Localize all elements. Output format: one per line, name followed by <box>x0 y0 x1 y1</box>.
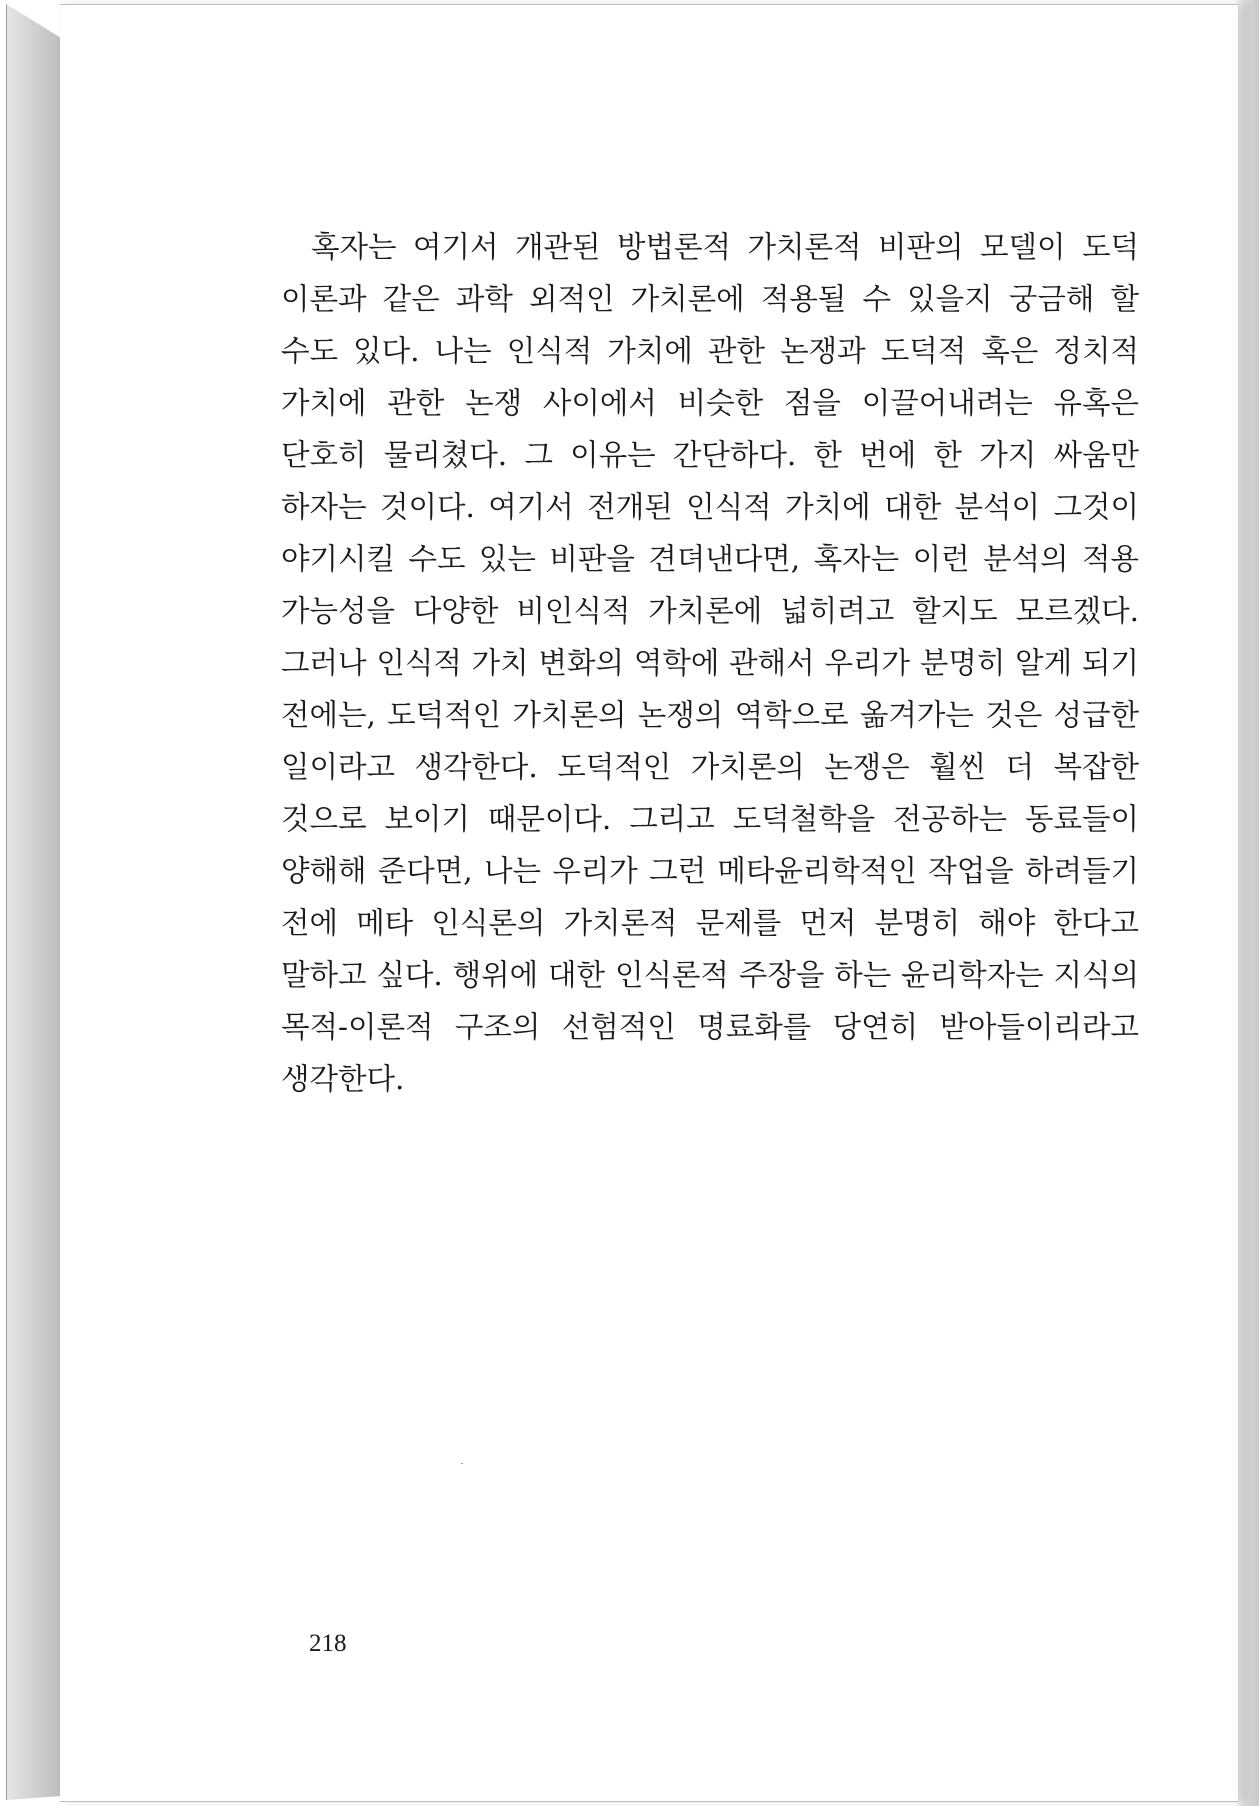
book-page <box>60 4 1239 1802</box>
book-spine <box>6 4 61 1800</box>
body-paragraph: 혹자는 여기서 개관된 방법론적 가치론적 비판의 모델이 도덕 이론과 같은 과학 외적인 가치론에 적용될 수 있을지 궁금해 할 수도 있다. 나는 인식적 가치에 관한 논쟁과 도덕적 혹은 정치적 가치에 관한 논쟁 사이에서 비슷한 점을 이끌어내려는 유혹은 단호히 물리쳤다. 그 이유는 간단하다. 한 번에 한 가지 싸움만 하자는 것이다. 여기서 전개된 인식적 가치에 대한 분석이 그것이 야기시킬 수도 있는 비판을 견뎌낸다면, 혹자는 이런 분석의 적용 가능성을 다양한 비인식적 가치론에 넓히려고 할지도 모르겠다. 그러나 인식적 가치 변화의 역학에 관해서 우리가 분명히 알게 되기 전에는, 도덕적인 가치론의 논쟁의 역학으로 옮겨가는 것은 성급한 일이라고 생각한다. 도덕적인 가치론의 논쟁은 훨씬 더 복잡한 것으로 보이기 때문이다. 그리고 도덕철학을 전공하는 동료들이 양해해 준다면, 나는 우리가 그런 메타윤리학적인 작업을 하려들기 전에 메타 인식론의 가치론적 문제를 먼저 분명히 해야 한다고 말하고 싶다. 행위에 대한 인식론적 주장을 하는 윤리학자는 지식의 목적-이론적 구조의 선험적인 명료화를 당연히 받아들이리라고 생각한다. <box>281 230 1139 1096</box>
page-number: 218 <box>309 1630 347 1657</box>
scan-speck <box>461 1463 463 1464</box>
